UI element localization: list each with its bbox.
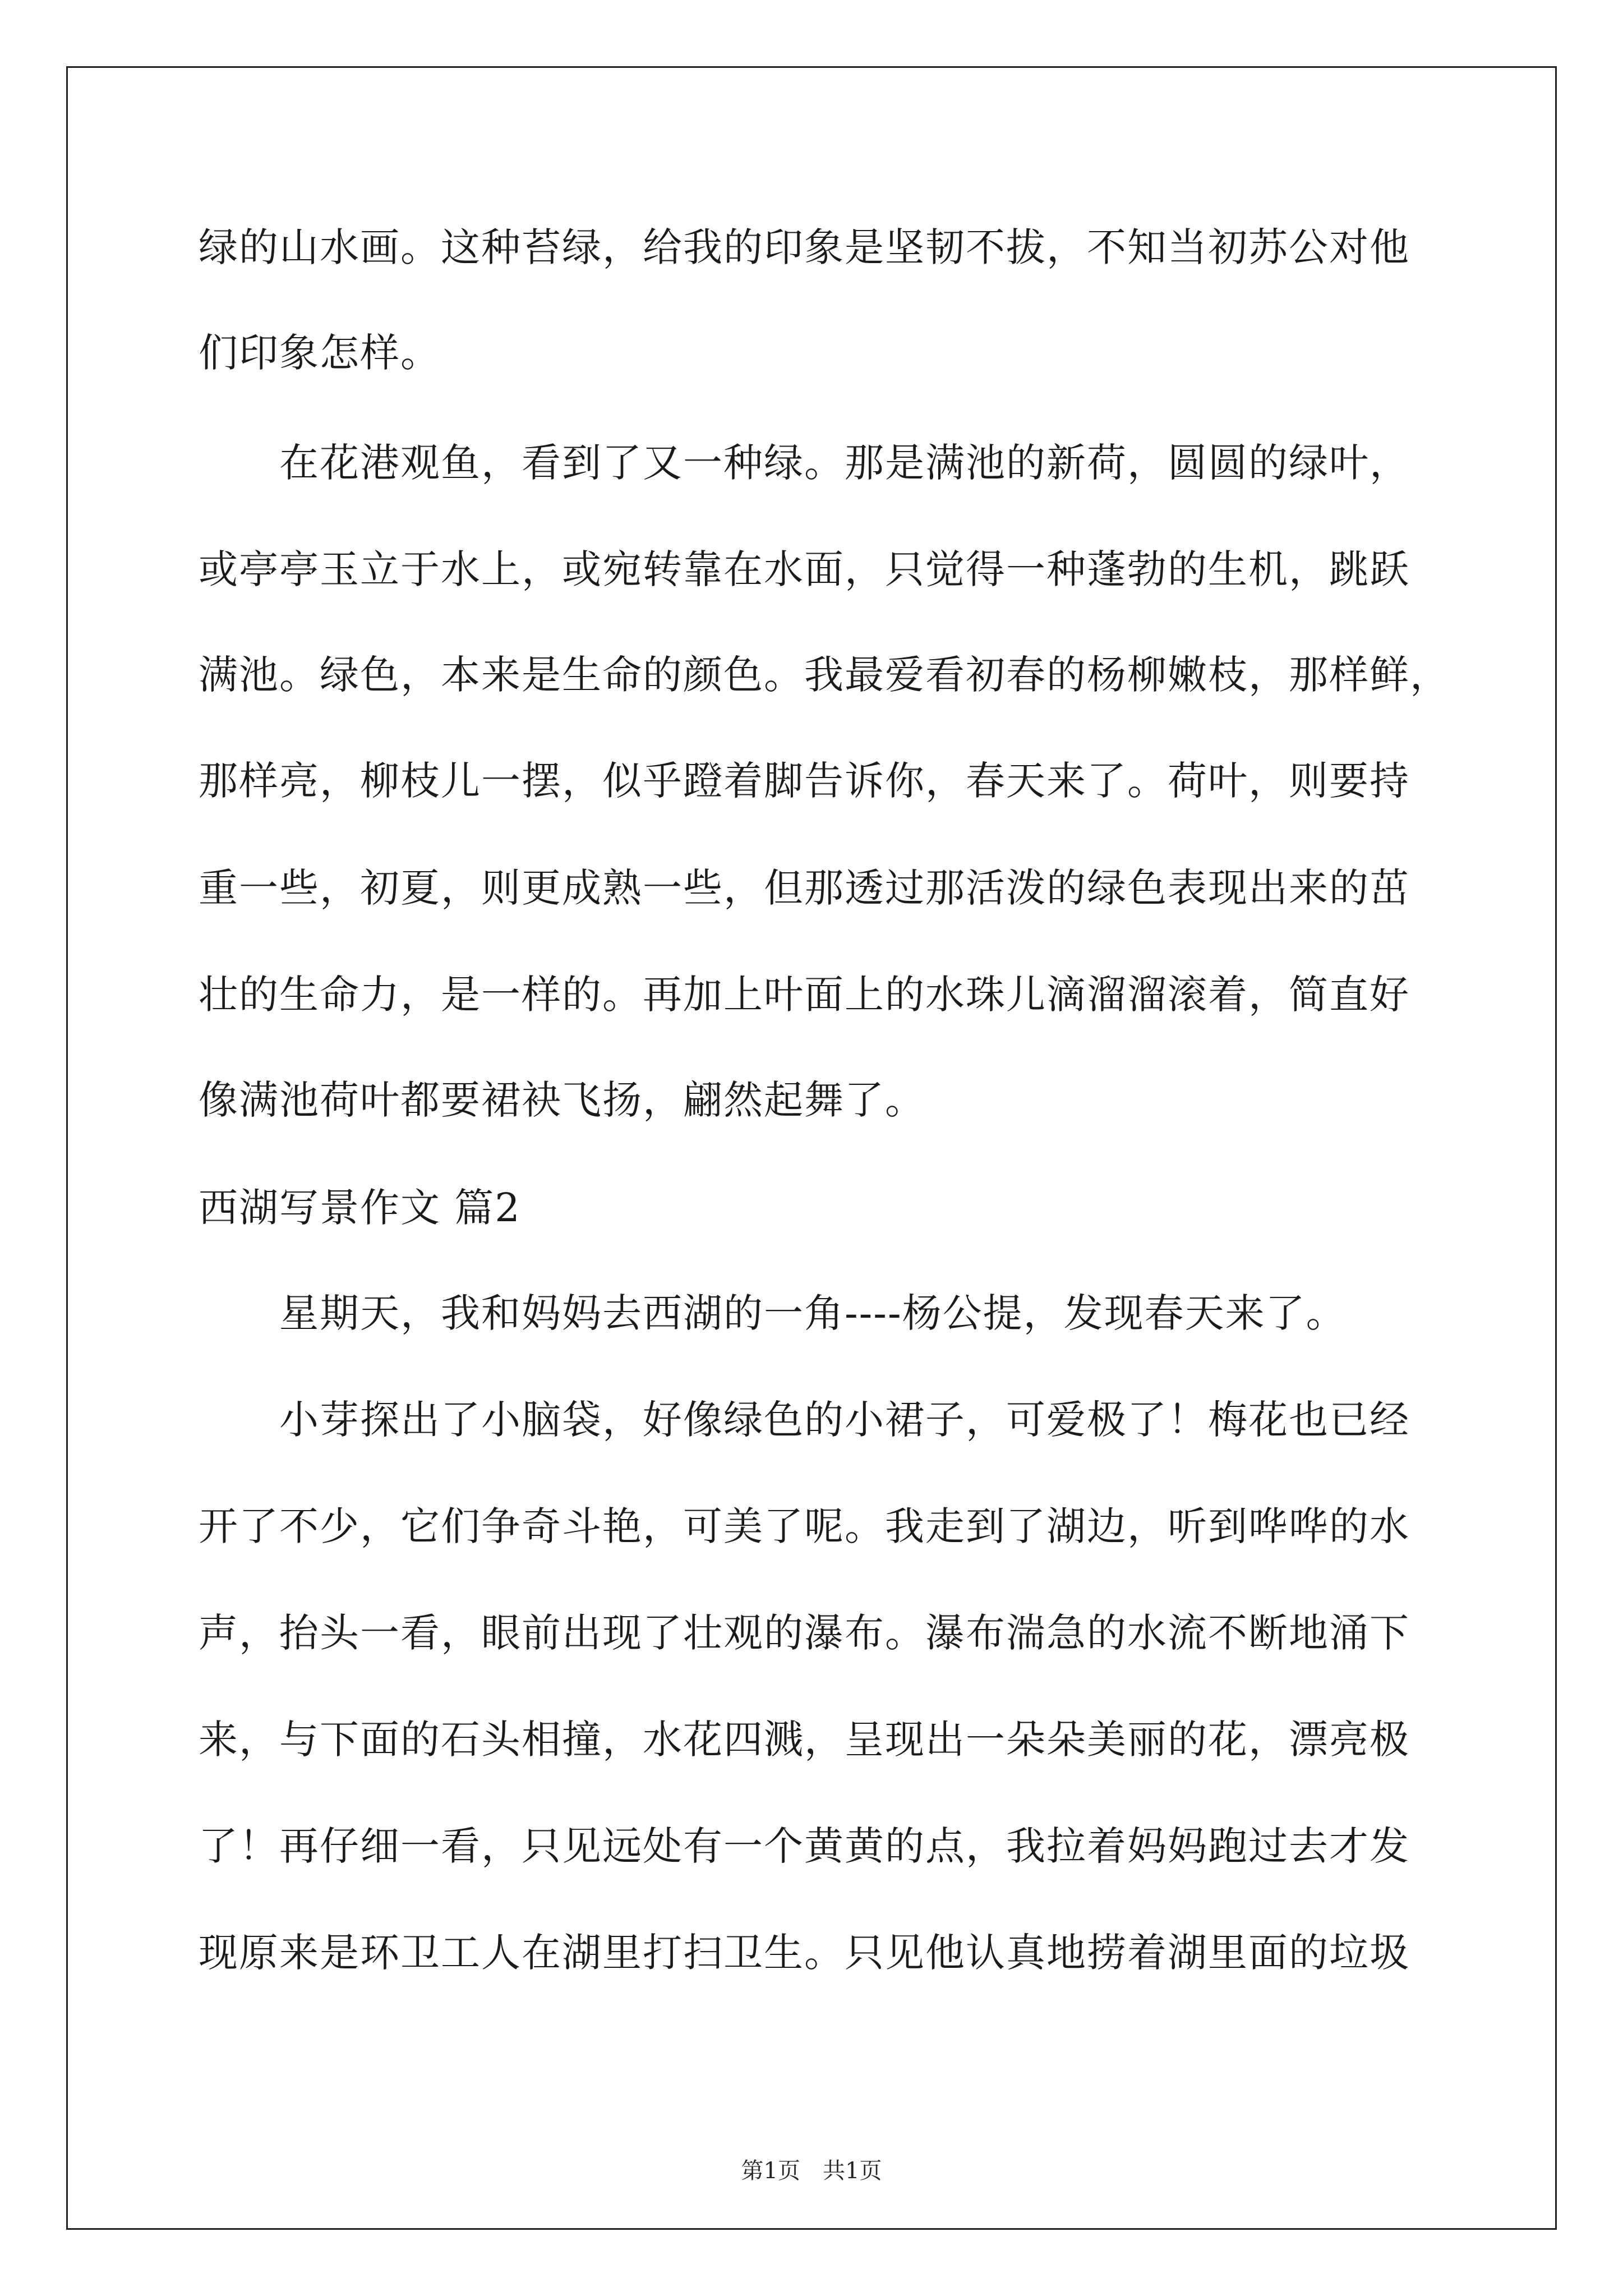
page-number-footer: 第1页 共1页 xyxy=(741,2158,882,2184)
text-line: 在花港观鱼，看到了又一种绿。那是满池的新荷，圆圆的绿叶， xyxy=(199,440,1410,486)
text-line: 们印象怎样。 xyxy=(199,330,441,376)
text-line: 小芽探出了小脑袋，好像绿色的小裙子，可爱极了！梅花也已经 xyxy=(199,1397,1410,1443)
text-line: 像满池荷叶都要裙袂飞扬，翩然起舞了。 xyxy=(199,1077,925,1123)
text-line: 了！再仔细一看，只见远处有一个黄黄的点，我拉着妈妈跑过去才发 xyxy=(199,1823,1410,1869)
text-line: 星期天，我和妈妈去西湖的一角----杨公提，发现春天来了。 xyxy=(199,1290,1347,1336)
text-line: 重一些，初夏，则更成熟一些，但那透过那活泼的绿色表现出来的茁 xyxy=(199,865,1410,911)
text-line: 壮的生命力，是一样的。再加上叶面上的水珠儿滴溜溜滚着，简直好 xyxy=(199,972,1410,1018)
text-line: 开了不少，它们争奇斗艳，可美了呢。我走到了湖边，听到哗哗的水 xyxy=(199,1503,1410,1549)
text-line: 满池。绿色，本来是生命的颜色。我最爱看初春的杨柳嫩枝，那样鲜， xyxy=(199,652,1450,698)
text-line: 声，抬头一看，眼前出现了壮观的瀑布。瀑布湍急的水流不断地涌下 xyxy=(199,1610,1410,1656)
page-border xyxy=(66,66,1557,2230)
text-line: 绿的山水画。这种苔绿，给我的印象是坚韧不拔，不知当初苏公对他 xyxy=(199,224,1410,270)
text-line: 或亭亭玉立于水上，或宛转靠在水面，只觉得一种蓬勃的生机，跳跃 xyxy=(199,546,1410,592)
section-heading: 西湖写景作文 篇2 xyxy=(199,1185,521,1231)
text-line: 来，与下面的石头相撞，水花四溅，呈现出一朵朵美丽的花，漂亮极 xyxy=(199,1717,1410,1763)
text-line: 那样亮，柳枝儿一摆，似乎蹬着脚告诉你，春天来了。荷叶，则要持 xyxy=(199,758,1410,804)
text-line: 现原来是环卫工人在湖里打扫卫生。只见他认真地捞着湖里面的垃圾 xyxy=(199,1930,1410,1976)
